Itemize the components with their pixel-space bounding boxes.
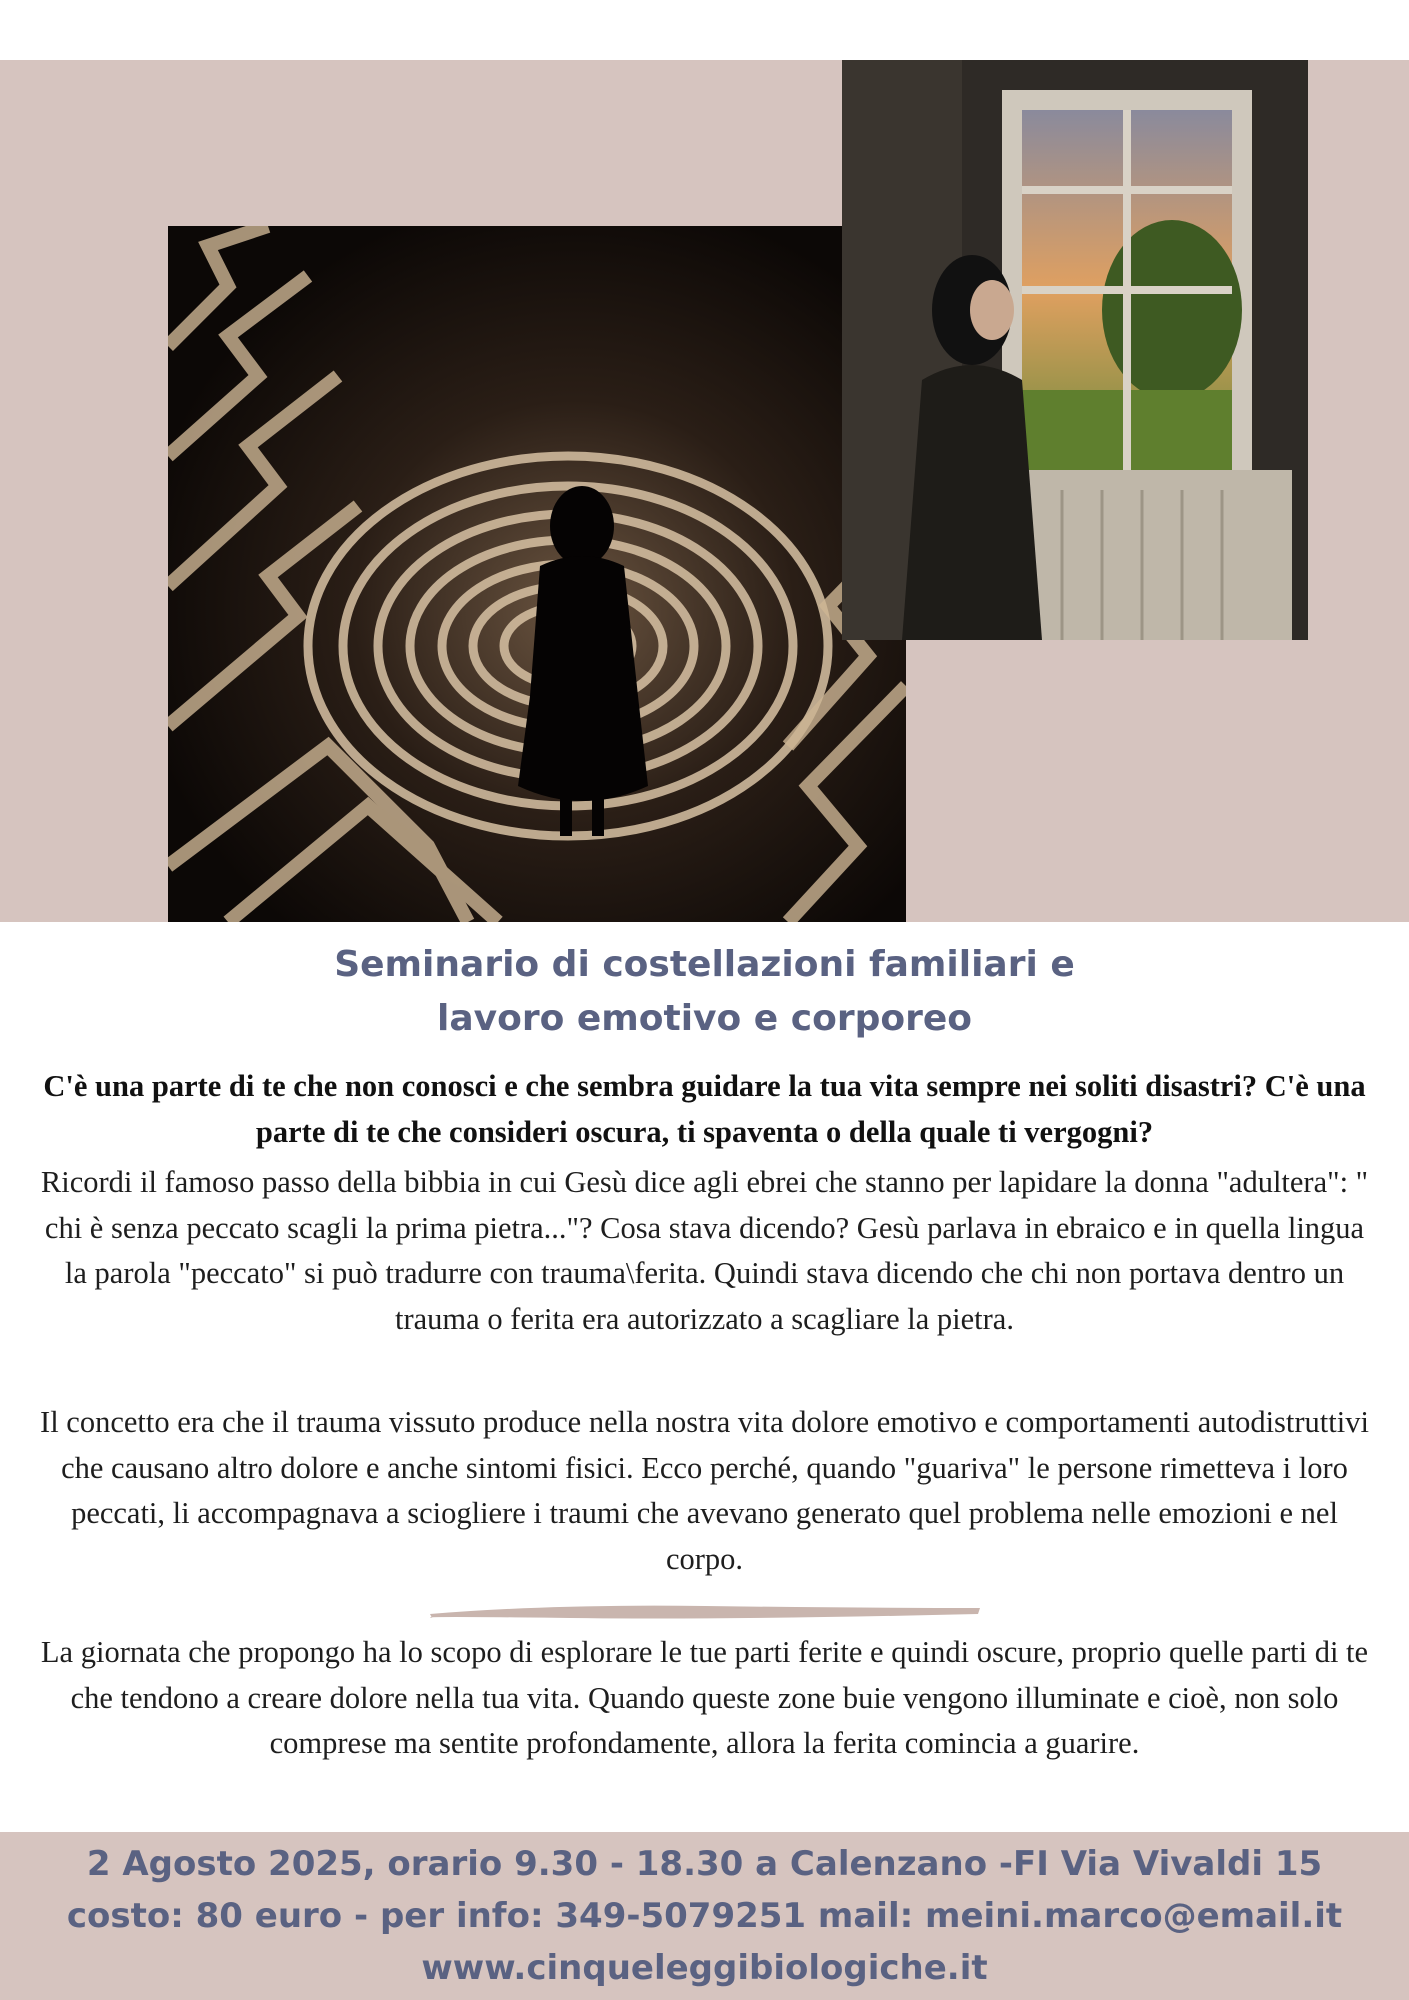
- intro-paragraph: C'è una parte di te che non conosci e che sembra guidare la tua vita sempre nei soliti disastri? C'è una parte di te che consideri oscura, ti spaventa o della quale ti vergogni?: [43, 1069, 1366, 1149]
- window-photo: [842, 60, 1308, 640]
- body-paragraph-2: Il concetto era che il trauma vissuto produce nella nostra vita dolore emotivo e comportamenti autodistruttivi che causano altro dolore e anche sintomi fisici. Ecco perché, quando "guariva" le persone rimetteva i loro peccati, li accompagnava a sciogliere i traumi che avevano generato quel problema nelle emozioni e nel corpo.: [40, 1405, 1369, 1576]
- body-paragraph-1: Ricordi il famoso passo della bibbia in cui Gesù dice agli ebrei che stanno per lapidare la donna "adultera": " chi è senza peccato scagli la prima pietra..."? Cosa stava dicendo? Gesù parlava in ebraico e in quella lingua la parola "peccato" si può tradurre con trauma\ferita. Quindi stava dicendo che chi non portava dentro un trauma o ferita era autorizzato a scagliare la pietra.: [40, 1165, 1369, 1336]
- website-link[interactable]: www.cinqueleggibiologiche.it: [421, 1948, 988, 1988]
- body-paragraph-3: La giornata che propongo ha lo scopo di esplorare le tue parti ferite e quindi oscure, proprio quelle parti di te che tendono a creare dolore nella tua vita. Quando queste zone buie vengono illuminate e cioè, non solo comprese ma sentite profondamente, allora la ferita comincia a guarire.: [40, 1635, 1369, 1760]
- brush-stroke-divider: [430, 1598, 980, 1624]
- event-cost-contact: costo: 80 euro - per info: 349-5079251 mail: meini.marco@email.it: [66, 1896, 1343, 1936]
- page-title-line-1: Seminario di costellazioni familiari e: [334, 944, 1075, 985]
- event-date-location: 2 Agosto 2025, orario 9.30 - 18.30 a Calenzano -FI Via Vivaldi 15: [86, 1844, 1323, 1884]
- maze-photo: [168, 226, 906, 922]
- page-title-line-2: lavoro emotivo e corporeo: [437, 998, 972, 1039]
